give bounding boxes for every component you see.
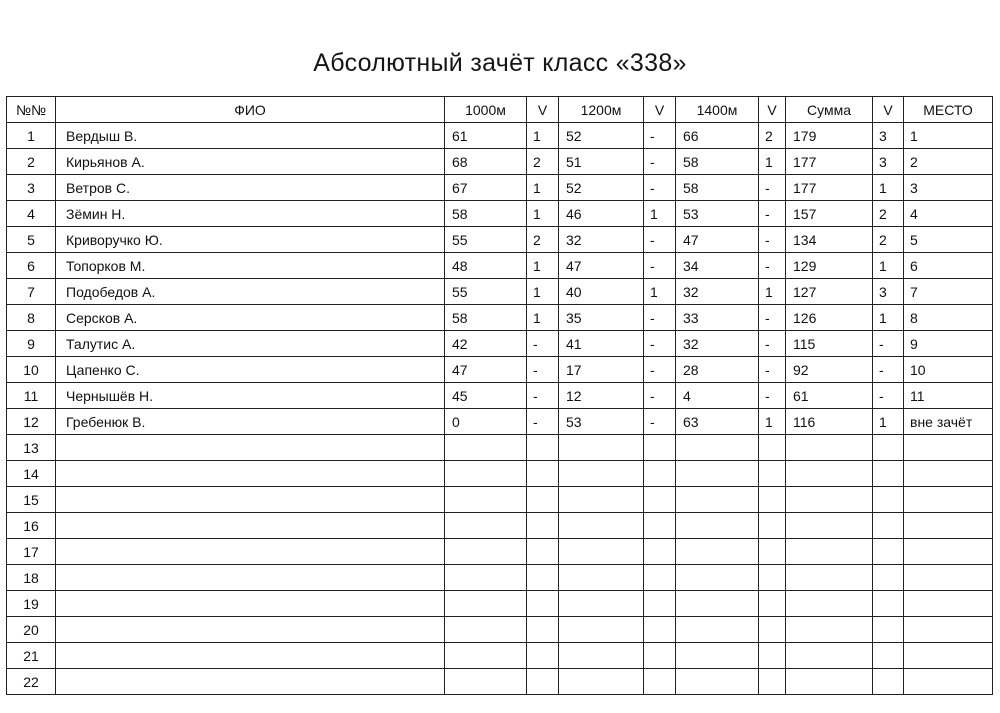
place-cell: [904, 513, 993, 539]
sum-cell: 61: [786, 383, 873, 409]
result-1400m-cell: [676, 617, 759, 643]
place-cell: 1: [904, 123, 993, 149]
sum-cell: [786, 643, 873, 669]
result-1000m-cell: [445, 513, 527, 539]
place-cell: 5: [904, 227, 993, 253]
v4-cell: [873, 487, 904, 513]
sum-cell: 127: [786, 279, 873, 305]
sum-cell: [786, 617, 873, 643]
row-number-cell: 10: [7, 357, 56, 383]
v1-cell: 1: [527, 253, 559, 279]
v1-cell: -: [527, 331, 559, 357]
col-v4-header: V: [873, 97, 904, 123]
name-cell: [56, 669, 445, 695]
result-1000m-cell: [445, 487, 527, 513]
result-1400m-cell: [676, 539, 759, 565]
place-cell: [904, 435, 993, 461]
result-1400m-cell: 32: [676, 331, 759, 357]
col-sum-header: Сумма: [786, 97, 873, 123]
name-cell: Ветров С.: [56, 175, 445, 201]
result-1400m-cell: [676, 461, 759, 487]
v4-cell: [873, 617, 904, 643]
name-cell: [56, 539, 445, 565]
row-number-cell: 9: [7, 331, 56, 357]
result-1000m-cell: [445, 539, 527, 565]
v1-cell: [527, 643, 559, 669]
v1-cell: [527, 617, 559, 643]
result-1200m-cell: 52: [559, 123, 644, 149]
sum-cell: 179: [786, 123, 873, 149]
table-body: [7, 123, 993, 695]
v3-cell: 2: [759, 123, 786, 149]
result-1200m-cell: 35: [559, 305, 644, 331]
sum-cell: [786, 513, 873, 539]
sum-cell: 126: [786, 305, 873, 331]
table-row: [7, 409, 993, 435]
col-1200m-header: 1200м: [559, 97, 644, 123]
col-name-header: ФИО: [56, 97, 445, 123]
result-1200m-cell: [559, 565, 644, 591]
result-1400m-cell: [676, 565, 759, 591]
header-row: [7, 97, 993, 123]
result-1200m-cell: 40: [559, 279, 644, 305]
table-row: [7, 435, 993, 461]
v4-cell: 3: [873, 149, 904, 175]
result-1000m-cell: 0: [445, 409, 527, 435]
place-cell: [904, 461, 993, 487]
place-cell: 2: [904, 149, 993, 175]
sum-cell: 134: [786, 227, 873, 253]
row-number-cell: 19: [7, 591, 56, 617]
place-cell: 11: [904, 383, 993, 409]
result-1200m-cell: 47: [559, 253, 644, 279]
result-1000m-cell: 55: [445, 279, 527, 305]
table-row: [7, 487, 993, 513]
v3-cell: -: [759, 201, 786, 227]
result-1000m-cell: 58: [445, 305, 527, 331]
table-row: [7, 123, 993, 149]
result-1200m-cell: 17: [559, 357, 644, 383]
result-1400m-cell: 58: [676, 149, 759, 175]
name-cell: [56, 617, 445, 643]
v4-cell: 2: [873, 201, 904, 227]
row-number-cell: 12: [7, 409, 56, 435]
v2-cell: -: [644, 305, 676, 331]
v3-cell: [759, 643, 786, 669]
result-1400m-cell: [676, 643, 759, 669]
place-cell: [904, 643, 993, 669]
v1-cell: [527, 513, 559, 539]
v2-cell: -: [644, 409, 676, 435]
table-row: [7, 357, 993, 383]
result-1200m-cell: [559, 513, 644, 539]
v4-cell: [873, 461, 904, 487]
name-cell: Топорков М.: [56, 253, 445, 279]
sum-cell: 177: [786, 175, 873, 201]
place-cell: 6: [904, 253, 993, 279]
v3-cell: [759, 461, 786, 487]
row-number-cell: 15: [7, 487, 56, 513]
v4-cell: [873, 591, 904, 617]
row-number-cell: 4: [7, 201, 56, 227]
col-number-header: №№: [7, 97, 56, 123]
v1-cell: 1: [527, 279, 559, 305]
col-v3-header: V: [759, 97, 786, 123]
name-cell: Криворучко Ю.: [56, 227, 445, 253]
v2-cell: [644, 565, 676, 591]
v2-cell: -: [644, 123, 676, 149]
place-cell: 3: [904, 175, 993, 201]
v4-cell: -: [873, 357, 904, 383]
col-v1-header: V: [527, 97, 559, 123]
sum-cell: [786, 669, 873, 695]
sum-cell: 129: [786, 253, 873, 279]
result-1200m-cell: [559, 643, 644, 669]
page-title: Абсолютный зачёт класс «338»: [313, 49, 687, 77]
v2-cell: -: [644, 227, 676, 253]
v4-cell: [873, 565, 904, 591]
v2-cell: 1: [644, 279, 676, 305]
name-cell: Талутис А.: [56, 331, 445, 357]
result-1200m-cell: 12: [559, 383, 644, 409]
v2-cell: [644, 487, 676, 513]
result-1400m-cell: [676, 513, 759, 539]
result-1400m-cell: 4: [676, 383, 759, 409]
v1-cell: [527, 669, 559, 695]
row-number-cell: 16: [7, 513, 56, 539]
table-row: [7, 201, 993, 227]
v3-cell: -: [759, 357, 786, 383]
row-number-cell: 11: [7, 383, 56, 409]
table-row: [7, 383, 993, 409]
table-row: [7, 617, 993, 643]
result-1000m-cell: [445, 669, 527, 695]
result-1000m-cell: 61: [445, 123, 527, 149]
row-number-cell: 2: [7, 149, 56, 175]
name-cell: [56, 461, 445, 487]
name-cell: Кирьянов А.: [56, 149, 445, 175]
row-number-cell: 20: [7, 617, 56, 643]
result-1200m-cell: [559, 435, 644, 461]
v2-cell: -: [644, 331, 676, 357]
v4-cell: -: [873, 383, 904, 409]
v4-cell: 2: [873, 227, 904, 253]
v1-cell: [527, 435, 559, 461]
result-1400m-cell: 53: [676, 201, 759, 227]
sum-cell: 115: [786, 331, 873, 357]
sum-cell: [786, 591, 873, 617]
table-row: [7, 149, 993, 175]
v1-cell: [527, 487, 559, 513]
table-row: [7, 175, 993, 201]
v2-cell: [644, 461, 676, 487]
v3-cell: -: [759, 305, 786, 331]
sum-cell: 177: [786, 149, 873, 175]
result-1000m-cell: [445, 643, 527, 669]
name-cell: [56, 565, 445, 591]
name-cell: Серсков А.: [56, 305, 445, 331]
v1-cell: 1: [527, 305, 559, 331]
place-cell: [904, 487, 993, 513]
result-1000m-cell: 55: [445, 227, 527, 253]
row-number-cell: 3: [7, 175, 56, 201]
name-cell: [56, 513, 445, 539]
v2-cell: [644, 643, 676, 669]
result-1400m-cell: 47: [676, 227, 759, 253]
v4-cell: [873, 513, 904, 539]
table-row: [7, 591, 993, 617]
v3-cell: -: [759, 383, 786, 409]
row-number-cell: 5: [7, 227, 56, 253]
sum-cell: 92: [786, 357, 873, 383]
v2-cell: -: [644, 175, 676, 201]
sum-cell: [786, 539, 873, 565]
v1-cell: 2: [527, 149, 559, 175]
v3-cell: [759, 669, 786, 695]
v3-cell: [759, 435, 786, 461]
results-table: [6, 96, 993, 695]
v2-cell: [644, 669, 676, 695]
col-v2-header: V: [644, 97, 676, 123]
v4-cell: 1: [873, 175, 904, 201]
v2-cell: [644, 435, 676, 461]
place-cell: [904, 565, 993, 591]
result-1400m-cell: [676, 487, 759, 513]
result-1400m-cell: 58: [676, 175, 759, 201]
name-cell: [56, 487, 445, 513]
v2-cell: [644, 513, 676, 539]
name-cell: [56, 591, 445, 617]
v1-cell: -: [527, 383, 559, 409]
result-1200m-cell: [559, 669, 644, 695]
v3-cell: [759, 539, 786, 565]
v2-cell: -: [644, 253, 676, 279]
v4-cell: [873, 669, 904, 695]
v3-cell: [759, 487, 786, 513]
row-number-cell: 17: [7, 539, 56, 565]
result-1200m-cell: [559, 487, 644, 513]
sum-cell: 157: [786, 201, 873, 227]
v4-cell: 1: [873, 409, 904, 435]
place-cell: 7: [904, 279, 993, 305]
v3-cell: 1: [759, 149, 786, 175]
place-cell: 8: [904, 305, 993, 331]
result-1400m-cell: 66: [676, 123, 759, 149]
result-1000m-cell: 45: [445, 383, 527, 409]
result-1000m-cell: 67: [445, 175, 527, 201]
v3-cell: -: [759, 253, 786, 279]
row-number-cell: 6: [7, 253, 56, 279]
v1-cell: 2: [527, 227, 559, 253]
result-1000m-cell: [445, 591, 527, 617]
row-number-cell: 18: [7, 565, 56, 591]
table-row: [7, 643, 993, 669]
result-1200m-cell: 46: [559, 201, 644, 227]
col-1400m-header: 1400м: [676, 97, 759, 123]
name-cell: [56, 643, 445, 669]
name-cell: [56, 435, 445, 461]
place-cell: [904, 617, 993, 643]
result-1400m-cell: [676, 435, 759, 461]
name-cell: Гребенюк В.: [56, 409, 445, 435]
row-number-cell: 14: [7, 461, 56, 487]
result-1200m-cell: [559, 461, 644, 487]
v3-cell: -: [759, 227, 786, 253]
row-number-cell: 22: [7, 669, 56, 695]
row-number-cell: 7: [7, 279, 56, 305]
sum-cell: 116: [786, 409, 873, 435]
row-number-cell: 8: [7, 305, 56, 331]
result-1200m-cell: 51: [559, 149, 644, 175]
v4-cell: [873, 435, 904, 461]
v4-cell: 3: [873, 123, 904, 149]
result-1400m-cell: 33: [676, 305, 759, 331]
v1-cell: 1: [527, 175, 559, 201]
v2-cell: [644, 539, 676, 565]
name-cell: Чернышёв Н.: [56, 383, 445, 409]
name-cell: Подобедов А.: [56, 279, 445, 305]
v3-cell: 1: [759, 279, 786, 305]
v3-cell: [759, 513, 786, 539]
v2-cell: 1: [644, 201, 676, 227]
result-1000m-cell: 58: [445, 201, 527, 227]
v2-cell: [644, 617, 676, 643]
row-number-cell: 1: [7, 123, 56, 149]
v1-cell: [527, 565, 559, 591]
result-1200m-cell: 52: [559, 175, 644, 201]
result-1200m-cell: [559, 539, 644, 565]
v1-cell: -: [527, 357, 559, 383]
place-cell: 10: [904, 357, 993, 383]
v1-cell: -: [527, 409, 559, 435]
v4-cell: 3: [873, 279, 904, 305]
place-cell: [904, 591, 993, 617]
result-1200m-cell: 32: [559, 227, 644, 253]
v3-cell: 1: [759, 409, 786, 435]
col-place-header: МЕСТО: [904, 97, 993, 123]
v3-cell: [759, 617, 786, 643]
v1-cell: [527, 461, 559, 487]
v3-cell: -: [759, 331, 786, 357]
name-cell: Цапенко С.: [56, 357, 445, 383]
table-row: [7, 253, 993, 279]
result-1200m-cell: [559, 591, 644, 617]
v3-cell: [759, 565, 786, 591]
name-cell: Зёмин Н.: [56, 201, 445, 227]
sum-cell: [786, 435, 873, 461]
result-1000m-cell: [445, 617, 527, 643]
v2-cell: -: [644, 383, 676, 409]
v2-cell: [644, 591, 676, 617]
v4-cell: [873, 643, 904, 669]
row-number-cell: 13: [7, 435, 56, 461]
row-number-cell: 21: [7, 643, 56, 669]
result-1200m-cell: 53: [559, 409, 644, 435]
place-cell: [904, 539, 993, 565]
v1-cell: 1: [527, 201, 559, 227]
place-cell: 9: [904, 331, 993, 357]
table-row: [7, 461, 993, 487]
result-1400m-cell: [676, 591, 759, 617]
col-1000m-header: 1000м: [445, 97, 527, 123]
result-1400m-cell: 34: [676, 253, 759, 279]
result-1000m-cell: [445, 565, 527, 591]
v1-cell: 1: [527, 123, 559, 149]
result-1400m-cell: 63: [676, 409, 759, 435]
result-1000m-cell: 68: [445, 149, 527, 175]
name-cell: Вердыш В.: [56, 123, 445, 149]
sum-cell: [786, 565, 873, 591]
result-1000m-cell: 48: [445, 253, 527, 279]
table-row: [7, 227, 993, 253]
v4-cell: -: [873, 331, 904, 357]
place-cell: [904, 669, 993, 695]
table-row: [7, 565, 993, 591]
result-1000m-cell: 47: [445, 357, 527, 383]
place-cell: вне зачёт: [904, 409, 993, 435]
result-1200m-cell: 41: [559, 331, 644, 357]
v2-cell: -: [644, 357, 676, 383]
v1-cell: [527, 591, 559, 617]
v4-cell: 1: [873, 253, 904, 279]
v3-cell: [759, 591, 786, 617]
table-row: [7, 539, 993, 565]
table-row: [7, 305, 993, 331]
result-1400m-cell: [676, 669, 759, 695]
v4-cell: [873, 539, 904, 565]
table-row: [7, 279, 993, 305]
result-1000m-cell: [445, 461, 527, 487]
v1-cell: [527, 539, 559, 565]
table-row: [7, 513, 993, 539]
place-cell: 4: [904, 201, 993, 227]
v4-cell: 1: [873, 305, 904, 331]
sum-cell: [786, 461, 873, 487]
result-1000m-cell: 42: [445, 331, 527, 357]
result-1200m-cell: [559, 617, 644, 643]
v2-cell: -: [644, 149, 676, 175]
result-1400m-cell: 32: [676, 279, 759, 305]
table-row: [7, 669, 993, 695]
result-1400m-cell: 28: [676, 357, 759, 383]
v3-cell: -: [759, 175, 786, 201]
sum-cell: [786, 487, 873, 513]
table-row: [7, 331, 993, 357]
result-1000m-cell: [445, 435, 527, 461]
